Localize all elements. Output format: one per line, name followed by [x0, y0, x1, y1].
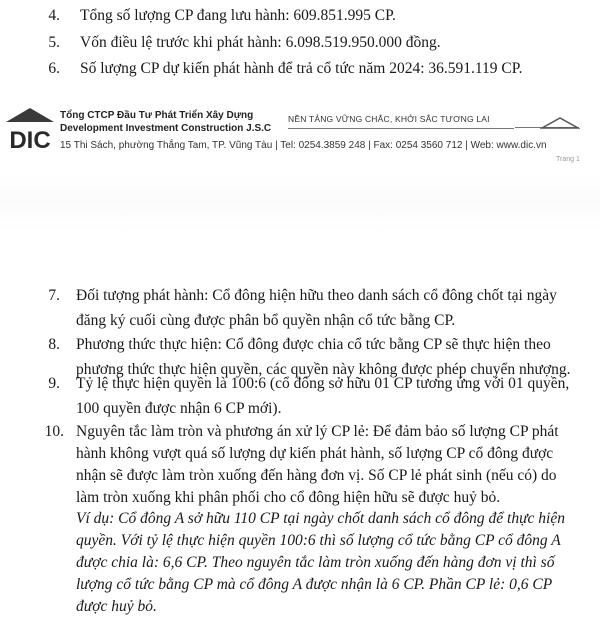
- item-line: làm tròn xuống khi phân phối cho cổ đông hiện hữu sẽ được huỷ bỏ.: [76, 489, 501, 506]
- item-text: Số lượng CP dự kiến phát hành để trả cổ tức năm 2024: 36.591.119 CP.: [80, 60, 523, 77]
- item-line: phương thức thực hiện quyền, các quyền này không được phép chuyển nhượng.: [76, 361, 571, 378]
- item-number: 7.: [48, 287, 60, 304]
- example-line: được chia là: 6,6 CP. Theo nguyên tắc làm tròn xuống đến hàng đơn vị thì số: [76, 554, 555, 571]
- item-line: hành không vượt quá số lượng dự kiến phát hành, số lượng CP cổ đông được: [76, 445, 554, 462]
- item-text: Vốn điều lệ trước khi phát hành: 6.098.519.950.000 đồng.: [80, 34, 441, 51]
- item-line: đăng ký cuối cùng được phân bổ quyền nhận cổ tức bằng CP.: [76, 312, 456, 329]
- item-number: 5.: [48, 34, 60, 51]
- company-name-vn: Tổng CTCP Đầu Tư Phát Triển Xây Dựng: [60, 110, 254, 121]
- item-line: 100 quyền được nhận 6 CP mới).: [76, 400, 282, 417]
- item-line: nhận sẽ được làm tròn xuống đến hàng đơn vị. Số CP lẻ phát sinh (nếu có) do: [76, 467, 557, 484]
- item-number: 4.: [48, 7, 60, 24]
- page-gap: [0, 172, 600, 232]
- page-label: Trang 1: [556, 156, 580, 163]
- item-line: Nguyên tắc làm tròn và phương án xử lý CP lẻ: Để đảm bảo số lượng CP phát: [76, 423, 559, 440]
- company-name-en: Development Investment Construction J.S.C: [60, 123, 272, 134]
- example-line: Ví dụ: Cổ đông A sở hữu 110 CP tại ngày chốt danh sách cổ đông để thực hiện: [76, 510, 565, 527]
- item-number: 10.: [44, 423, 64, 440]
- example-line: quyền. Với tỷ lệ thực hiện quyền 100:6 thì số lượng cổ tức bằng CP cổ đông A: [76, 532, 561, 549]
- logo-text: DIC: [9, 127, 51, 152]
- example-line: lượng cổ tức bằng CP mà cổ đông A được nhận là 6 CP. Phần CP lẻ: 0,6 CP: [76, 576, 553, 593]
- item-line: Tỷ lệ thực hiện quyền là 100:6 (cổ đông sở hữu 01 CP tương ứng với 01 quyền,: [76, 375, 570, 392]
- divider: [288, 128, 514, 129]
- letterhead: [0, 100, 600, 165]
- item-line: Đối tượng phát hành: Cổ đông hiện hữu theo danh sách cổ đông chốt tại ngày: [76, 287, 557, 304]
- example-line: được huỷ bỏ.: [76, 598, 157, 615]
- dic-logo-icon: [4, 106, 56, 152]
- item-line: Phương thức thực hiện: Cổ đông được chia cổ tức bằng CP sẽ thực hiện theo: [76, 336, 551, 353]
- contact-line: 15 Thi Sách, phường Thắng Tam, TP. Vũng Tàu | Tel: 0254.3859 248 | Fax: 0254 3560 712 | Web: www.dic.vn: [60, 140, 547, 151]
- item-number: 9.: [48, 375, 60, 392]
- item-text: Tổng số lượng CP đang lưu hành: 609.851.995 CP.: [80, 7, 396, 24]
- slogan: NỀN TẢNG VỮNG CHẮC, KHỞI SẮC TƯƠNG LAI: [288, 114, 490, 124]
- item-number: 8.: [48, 336, 60, 353]
- item-number: 6.: [48, 60, 60, 77]
- roof-icon: [540, 116, 580, 130]
